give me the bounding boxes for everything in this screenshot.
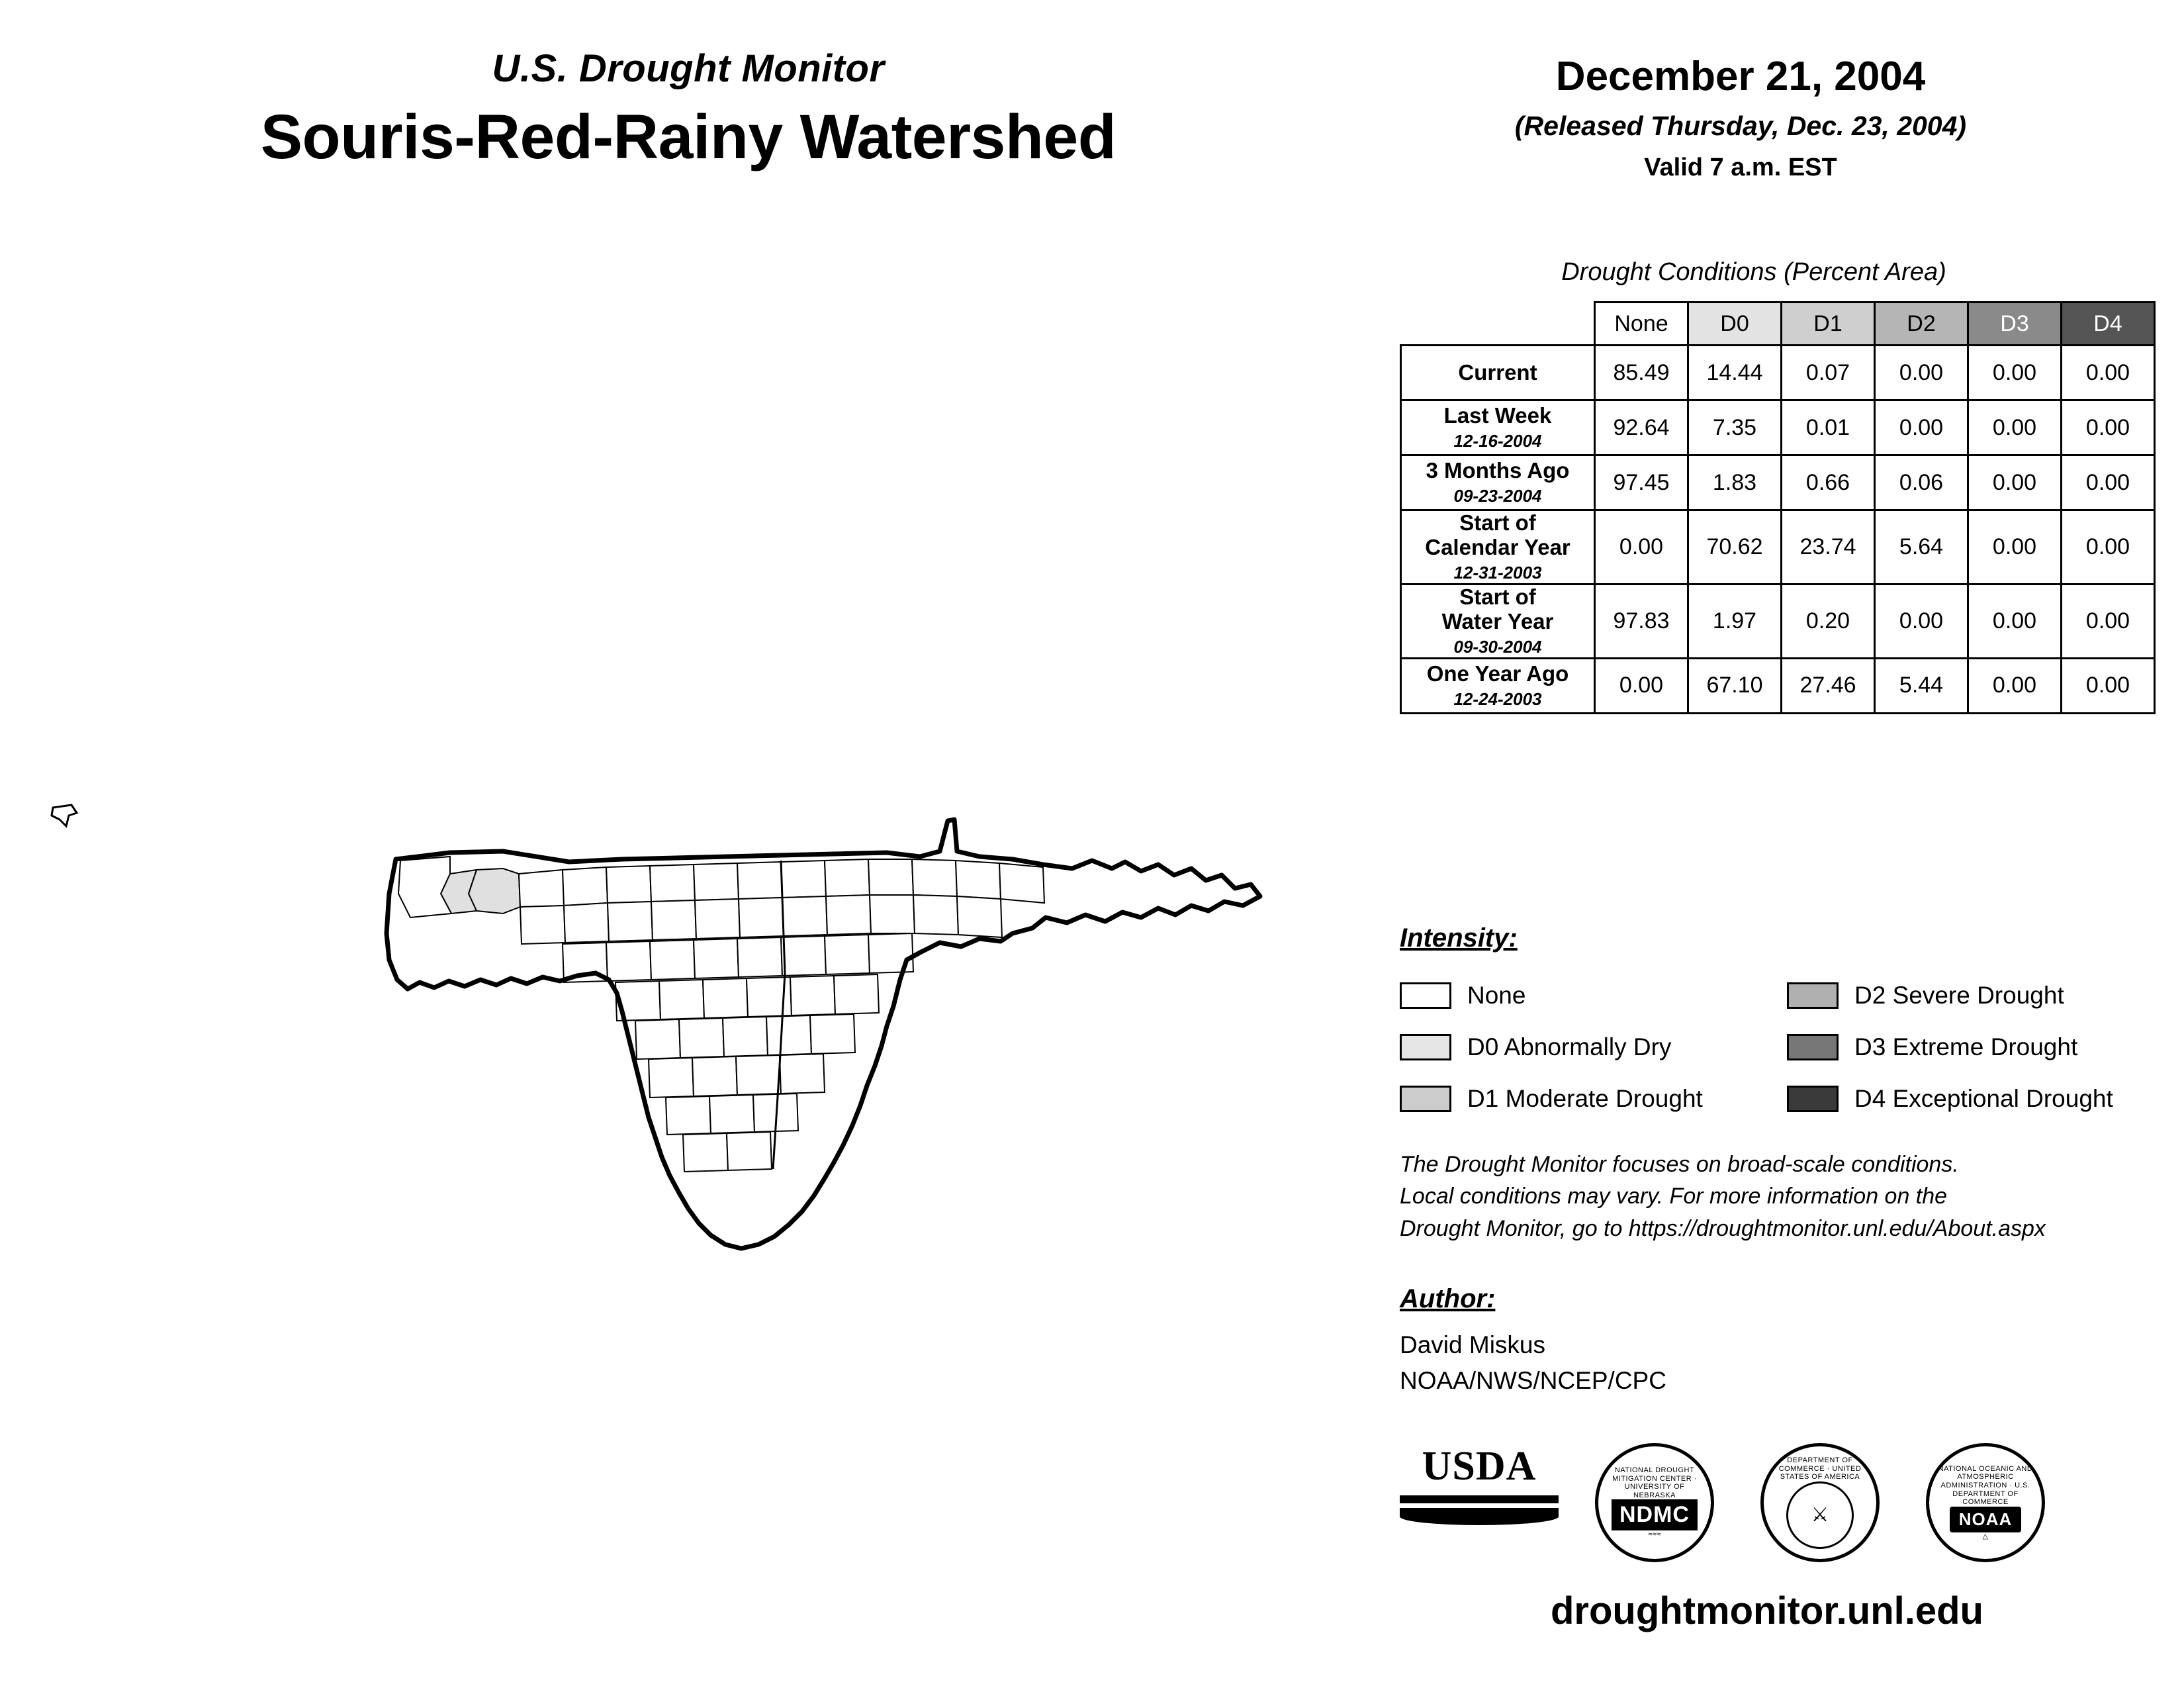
cell-wy-d0: 1.97 (1688, 584, 1782, 658)
legend-label-d1: D1 Moderate Drought (1467, 1085, 1703, 1112)
title-block (40, 46, 1337, 173)
cell-last-week-d1: 0.01 (1782, 400, 1875, 455)
row-label-date: 12-24-2003 (1453, 688, 1542, 709)
row-label-start-water-year (1401, 584, 1595, 658)
logo-row (1387, 1443, 2148, 1569)
noaa-logo-text: NOAA (1950, 1507, 2022, 1532)
cell-3mo-d3: 0.00 (1968, 455, 2062, 510)
row-label-date: 12-31-2003 (1453, 562, 1542, 583)
noaa-logo-ring-text: NATIONAL OCEANIC AND ATMOSPHERIC ADMINISTRATION · U.S. DEPARTMENT OF COMMERCE (1938, 1464, 2033, 1507)
ndmc-logo-wave: ≈≈≈ (1648, 1530, 1661, 1539)
legend-column-right (1787, 970, 2113, 1125)
cell-current-d4: 0.00 (2062, 346, 2155, 400)
usda-logo-swoosh (1400, 1508, 1559, 1525)
doc-logo-ring-text: DEPARTMENT OF COMMERCE · UNITED STATES OF AMERICA (1778, 1456, 1862, 1481)
row-label-main: Current (1458, 359, 1537, 385)
table-row (1401, 455, 2155, 510)
row-label-main: Start of Water Year (1441, 584, 1554, 633)
cell-last-week-d3: 0.00 (1968, 400, 2062, 455)
cell-1yr-d1: 27.46 (1782, 658, 1875, 713)
page-title: Souris-Red-Rainy Watershed (260, 102, 1116, 172)
table-caption: Drought Conditions (Percent Area) (1561, 258, 1946, 286)
cell-cy-d1: 23.74 (1782, 510, 1875, 585)
cell-cy-none: 0.00 (1595, 510, 1688, 585)
cell-last-week-d4: 0.00 (2062, 400, 2155, 455)
row-label-current (1401, 346, 1595, 400)
website-url: droughtmonitor.unl.edu (1550, 1589, 1983, 1632)
date-block (1363, 53, 2118, 182)
cell-last-week-d0: 7.35 (1688, 400, 1782, 455)
cell-1yr-d4: 0.00 (2062, 658, 2155, 713)
legend-swatch-none (1400, 982, 1451, 1009)
cell-3mo-d1: 0.66 (1782, 455, 1875, 510)
valid-time: Valid 7 a.m. EST (1644, 154, 1837, 181)
doc-logo-seal: ⚔ (1786, 1481, 1854, 1549)
program-title: U.S. Drought Monitor (492, 47, 885, 90)
disclaimer-note (1400, 1149, 2046, 1244)
column-header-d0: D0 (1688, 303, 1782, 346)
cell-current-none: 85.49 (1595, 346, 1688, 400)
release-date: (Released Thursday, Dec. 23, 2004) (1514, 111, 1967, 141)
author-affiliation: NOAA/NWS/NCEP/CPC (1400, 1366, 1666, 1394)
cell-last-week-none: 92.64 (1595, 400, 1688, 455)
legend-swatch-d2 (1787, 982, 1839, 1009)
legend-label-d0: D0 Abnormally Dry (1467, 1033, 1672, 1060)
cell-cy-d2: 5.64 (1875, 510, 1968, 585)
cell-wy-d4: 0.00 (2062, 584, 2155, 658)
map-detached-sliver (52, 805, 77, 826)
column-header-none: None (1595, 303, 1688, 346)
cell-3mo-d4: 0.00 (2062, 455, 2155, 510)
cell-3mo-d0: 1.83 (1688, 455, 1782, 510)
cell-wy-none: 97.83 (1595, 584, 1688, 658)
table-row (1401, 400, 2155, 455)
ndmc-logo-text: NDMC (1612, 1499, 1698, 1530)
cell-current-d1: 0.07 (1782, 346, 1875, 400)
cell-wy-d3: 0.00 (1968, 584, 2062, 658)
table-header-row (1401, 303, 2155, 346)
usda-logo (1400, 1443, 1559, 1556)
cell-cy-d0: 70.62 (1688, 510, 1782, 585)
cell-1yr-none: 0.00 (1595, 658, 1688, 713)
cell-current-d2: 0.00 (1875, 346, 1968, 400)
cell-wy-d2: 0.00 (1875, 584, 1968, 658)
map-container (40, 695, 1337, 1622)
row-label-main: One Year Ago (1426, 661, 1569, 686)
legend-swatch-d3 (1787, 1034, 1839, 1060)
ndmc-logo (1595, 1443, 1714, 1562)
usda-logo-text: USDA (1422, 1444, 1537, 1489)
legend-item-d2 (1787, 970, 2113, 1021)
legend-swatch-d1 (1400, 1086, 1451, 1112)
cell-3mo-d2: 0.06 (1875, 455, 1968, 510)
drought-conditions-table (1400, 301, 2156, 714)
table-row (1401, 584, 2155, 658)
row-label-main: Start of Calendar Year (1425, 510, 1570, 559)
author-block (1400, 1327, 1666, 1398)
row-label-one-year-ago (1401, 658, 1595, 713)
table-row (1401, 510, 2155, 585)
cell-1yr-d3: 0.00 (1968, 658, 2062, 713)
cell-3mo-none: 97.45 (1595, 455, 1688, 510)
legend-column-left (1400, 970, 1703, 1125)
legend-label-d3: D3 Extreme Drought (1854, 1033, 2078, 1060)
row-label-main: Last Week (1443, 403, 1552, 428)
ndmc-logo-ring-text: NATIONAL DROUGHT MITIGATION CENTER · UNIVERSITY OF NEBRASKA (1612, 1466, 1697, 1499)
legend-label-d4: D4 Exceptional Drought (1854, 1085, 2113, 1112)
legend-item-d0 (1400, 1021, 1703, 1073)
legend-label-d2: D2 Severe Drought (1854, 982, 2064, 1009)
legend-item-d1 (1400, 1073, 1703, 1125)
row-label-date: 09-30-2004 (1453, 636, 1542, 657)
column-header-d3: D3 (1968, 303, 2062, 346)
usda-logo-bar (1400, 1495, 1559, 1503)
author-name: David Miskus (1400, 1331, 1545, 1358)
noaa-logo-bird: △ (1982, 1532, 1989, 1540)
column-header-d2: D2 (1875, 303, 1968, 346)
cell-wy-d1: 0.20 (1782, 584, 1875, 658)
column-header-d1: D1 (1782, 303, 1875, 346)
cell-cy-d3: 0.00 (1968, 510, 2062, 585)
cell-last-week-d2: 0.00 (1875, 400, 1968, 455)
cell-1yr-d2: 5.44 (1875, 658, 1968, 713)
row-label-main: 3 Months Ago (1426, 458, 1570, 483)
row-label-date: 12-16-2004 (1453, 430, 1542, 451)
table-row (1401, 658, 2155, 713)
cell-1yr-d0: 67.10 (1688, 658, 1782, 713)
legend-label-none: None (1467, 982, 1526, 1009)
cell-current-d3: 0.00 (1968, 346, 2062, 400)
souris-red-rainy-watershed-map[interactable] (40, 695, 1337, 1622)
note-line-1: The Drought Monitor focuses on broad-scale conditions. (1400, 1152, 1959, 1177)
column-header-d4: D4 (2062, 303, 2155, 346)
intensity-title: Intensity: (1400, 923, 1518, 953)
legend-swatch-d4 (1787, 1086, 1839, 1112)
map-date: December 21, 2004 (1555, 54, 1926, 99)
author-title: Author: (1400, 1284, 1496, 1313)
legend-item-none (1400, 970, 1703, 1021)
row-label-start-calendar-year (1401, 510, 1595, 585)
cell-cy-d4: 0.00 (2062, 510, 2155, 585)
table-row (1401, 346, 2155, 400)
row-label-date: 09-23-2004 (1453, 485, 1542, 506)
cell-current-d0: 14.44 (1688, 346, 1782, 400)
note-line-2: Local conditions may vary. For more information on the (1400, 1184, 1948, 1209)
noaa-logo (1926, 1443, 2045, 1562)
legend-swatch-d0 (1400, 1034, 1451, 1060)
row-label-3-months-ago (1401, 455, 1595, 510)
doc-logo (1760, 1443, 1880, 1562)
row-label-last-week (1401, 400, 1595, 455)
note-line-3: Drought Monitor, go to https://droughtmonitor.unl.edu/About.aspx (1400, 1215, 2046, 1241)
legend-item-d3 (1787, 1021, 2113, 1073)
legend-item-d4 (1787, 1073, 2113, 1125)
map-region-d0 (441, 868, 520, 914)
